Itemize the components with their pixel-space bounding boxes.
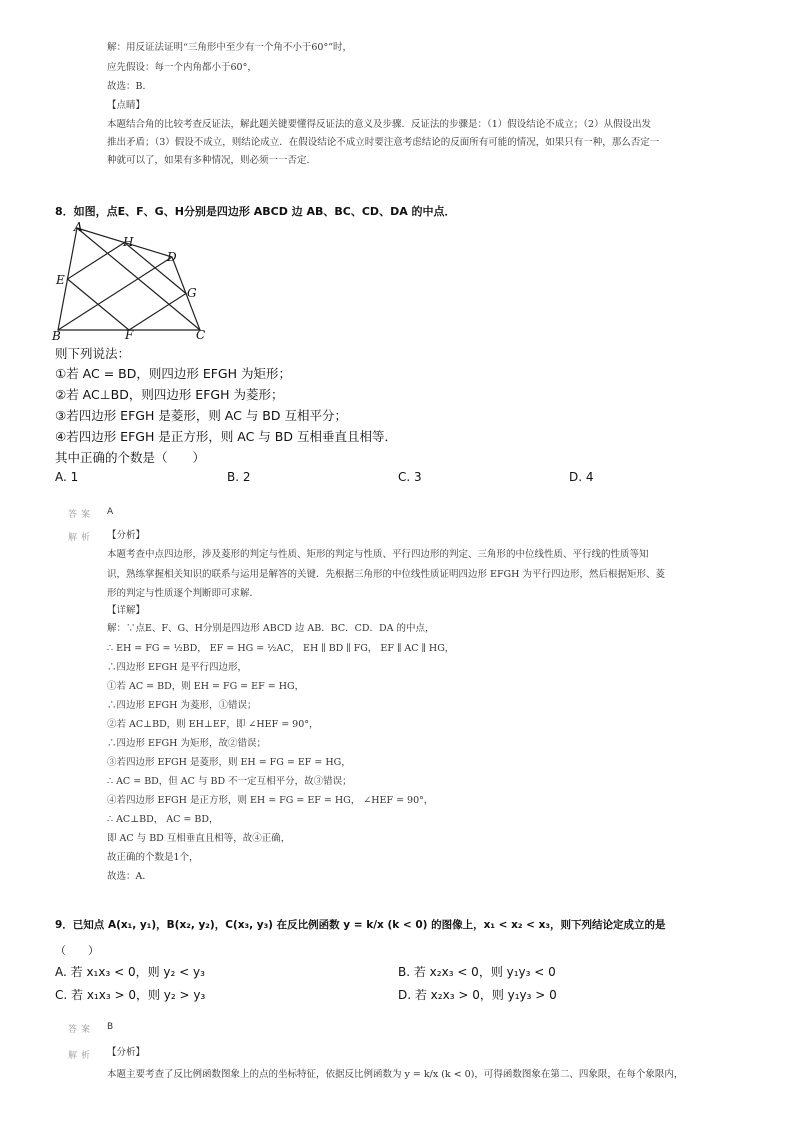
question-8-prompt: 则下列说法： xyxy=(55,346,131,361)
label-a: A xyxy=(74,222,83,234)
statement-1: ①若 AC = BD，则四边形 EFGH 为矩形； xyxy=(55,366,291,381)
solution-line: 种就可以了，如果有多种情况，则必须一一否定． xyxy=(107,155,317,166)
solution-line: 解：用反证法证明“三角形中至少有一个角不小于60°”时， xyxy=(107,42,353,53)
option-c[interactable]: C. 3 xyxy=(398,470,422,484)
detail-line: ②若 AC⊥BD，则 EH⊥EF，即 ∠HEF = 90°， xyxy=(107,719,319,730)
question-9-stem-cont: （ ） xyxy=(55,944,99,957)
solution-line: 故选：B． xyxy=(107,81,152,92)
analysis-line: 识，熟练掌握相关知识的联系与运用是解答的关键．先根据三角形的中位线性质证明四边形 EFGH 为平行四边形，然后根据矩形、菱 xyxy=(107,569,665,580)
answer-label: 答案 xyxy=(68,510,95,520)
question-9-stem: 9．已知点 A(x₁, y₁)，B(x₂, y₂)，C(x₃, y₃) 在反比例函数 y = k/x (k < 0) 的图像上，x₁ < x₂ < x₃，则下列结论定成立的是 xyxy=(55,919,666,931)
detail-line: 故正确的个数是1个， xyxy=(107,852,199,863)
statement-3: ③若四边形 EFGH 是菱形，则 AC 与 BD 互相平分； xyxy=(55,408,347,423)
statement-4: ④若四边形 EFGH 是正方形，则 AC 与 BD 互相垂直且相等． xyxy=(55,429,397,444)
detail-line: 故选：A． xyxy=(107,871,152,882)
detail-line: ③若四边形 EFGH 是菱形，则 EH = FG = EF = HG， xyxy=(107,757,351,768)
statement-2: ②若 AC⊥BD，则四边形 EFGH 为菱形； xyxy=(55,387,284,402)
analysis-heading: 【分析】 xyxy=(107,1047,146,1058)
solution-line: 推出矛盾；（3）假设不成立，则结论成立．在假设结论不成立时要注意考虑结论的反面所有可能的情况，如果只有一种，那么否定一 xyxy=(107,137,660,148)
quadrilateral-figure xyxy=(50,222,220,344)
label-d: D xyxy=(167,250,177,264)
detail-line: ∴四边形 EFGH 为矩形，故②错误； xyxy=(107,738,266,749)
label-e: E xyxy=(56,273,65,287)
detail-line: ∴ EH = FG = ½BD， EF = HG = ½AC， EH ∥ BD ∥ FG， EF ∥ AC ∥ HG， xyxy=(107,643,455,654)
detail-line: ∴ AC⊥BD， AC = BD， xyxy=(107,814,219,825)
option-d[interactable]: D. 若 x₂x₃ > 0，则 y₁y₃ > 0 xyxy=(398,988,557,1002)
analysis-line: 本题主要考查了反比例函数图象上的点的坐标特征，依据反比例函数为 y = k/x (k < 0)，可得函数图象在第二、四象限，在每个象限内， xyxy=(107,1069,684,1080)
answer-value: A xyxy=(107,507,114,517)
option-a[interactable]: A. 1 xyxy=(55,470,79,484)
detail-line: 即 AC 与 BD 互相垂直且相等，故④正确， xyxy=(107,833,291,844)
detail-line: ∴四边形 EFGH 是平行四边形， xyxy=(107,662,247,673)
analysis-label: 解析 xyxy=(68,533,95,543)
question-8-ask: 其中正确的个数是（ ） xyxy=(55,450,206,465)
analysis-heading: 【分析】 xyxy=(107,530,146,541)
option-b[interactable]: B. 若 x₂x₃ < 0，则 y₁y₃ < 0 xyxy=(398,965,556,979)
solution-heading: 【点睛】 xyxy=(107,100,146,111)
question-8-stem: 8．如图，点E、F、G、H分别是四边形 ABCD 边 AB、BC、CD、DA 的中点． xyxy=(55,205,456,218)
label-h: H xyxy=(123,235,134,249)
solution-line: 本题结合角的比较考查反证法，解此题关键要懂得反证法的意义及步骤．反证法的步骤是：（1）假设结论不成立；（2）从假设出发 xyxy=(107,119,652,130)
solution-line: 应先假设：每一个内角都小于60°， xyxy=(107,62,257,73)
option-d[interactable]: D. 4 xyxy=(569,470,594,484)
answer-value: B xyxy=(107,1022,114,1032)
detail-line: 解：∵点E、F、G、H分别是四边形 ABCD 边 AB．BC．CD．DA 的中点， xyxy=(107,623,435,634)
detail-heading: 【详解】 xyxy=(107,605,146,616)
option-b[interactable]: B. 2 xyxy=(227,470,251,484)
option-c[interactable]: C. 若 x₁x₃ > 0，则 y₂ > y₃ xyxy=(55,988,206,1002)
label-f: F xyxy=(125,328,134,342)
label-c: C xyxy=(196,328,206,342)
answer-label: 答案 xyxy=(68,1025,95,1035)
label-g: G xyxy=(187,286,197,300)
analysis-label: 解析 xyxy=(68,1051,95,1061)
detail-line: ④若四边形 EFGH 是正方形，则 EH = FG = EF = HG， ∠HEF = 90°， xyxy=(107,795,434,806)
label-b: B xyxy=(52,329,61,343)
detail-line: ∴四边形 EFGH 为菱形，①错误； xyxy=(107,700,257,711)
detail-line: ①若 AC = BD，则 EH = FG = EF = HG， xyxy=(107,681,305,692)
analysis-line: 形的判定与性质逐个判断即可求解． xyxy=(107,588,260,599)
analysis-line: 本题考查中点四边形，涉及菱形的判定与性质、矩形的判定与性质、平行四边形的判定、三角形的中位线性质、平行线的性质等知 xyxy=(107,549,649,560)
option-a[interactable]: A. 若 x₁x₃ < 0，则 y₂ < y₃ xyxy=(55,965,205,979)
detail-line: ∴ AC = BD，但 AC 与 BD 不一定互相平分，故③错误； xyxy=(107,776,352,787)
